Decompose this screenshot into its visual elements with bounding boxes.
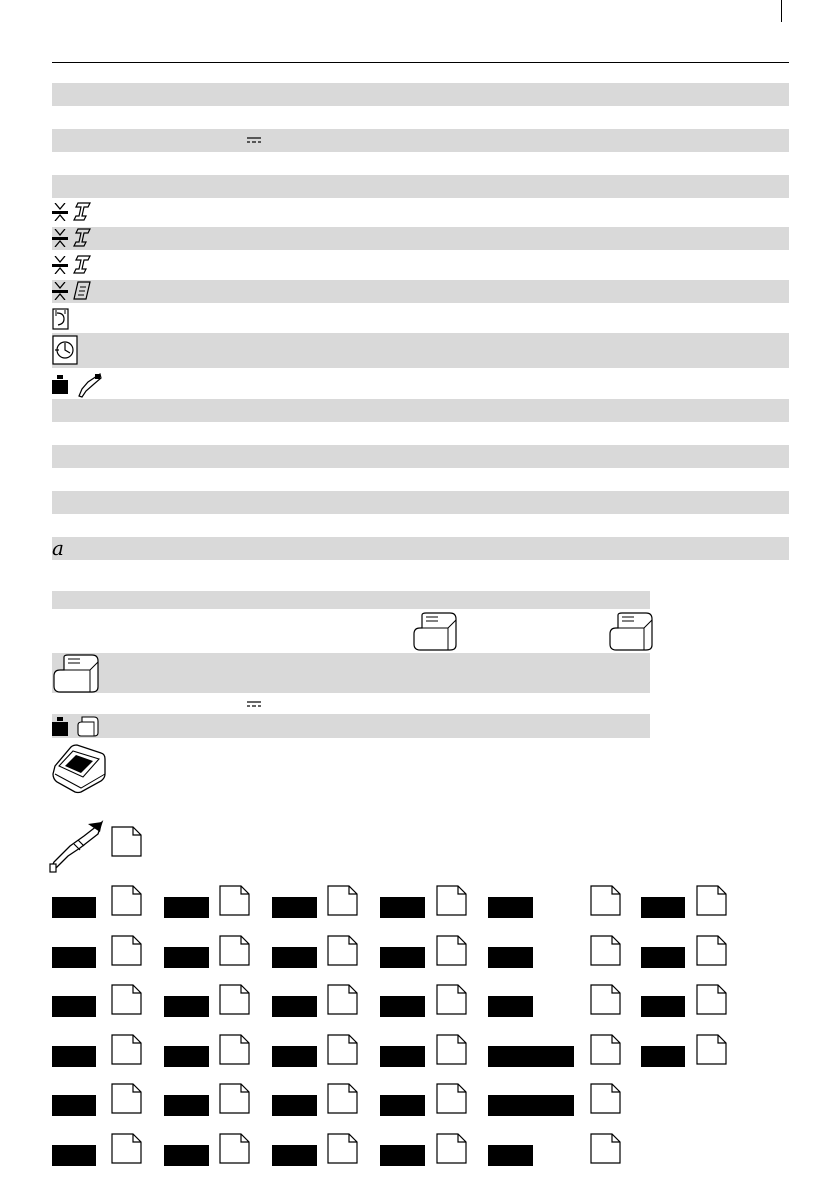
- document-icon: [436, 984, 467, 1015]
- document-icon: [327, 1034, 358, 1065]
- battery-pack-icon: [52, 654, 100, 694]
- country-label-block: [488, 996, 533, 1017]
- country-label-block: [272, 1095, 317, 1116]
- weight-row: [52, 372, 112, 398]
- document-icon: [219, 1133, 250, 1164]
- country-label-block: [488, 1095, 574, 1116]
- cutting-capacity-aluminium-icon: [52, 282, 68, 300]
- table-row: [52, 280, 789, 303]
- battery-pack-icon: [412, 612, 458, 652]
- sheet-block-icon: [73, 281, 91, 300]
- document-icon: [111, 1034, 142, 1065]
- table-row: [52, 653, 650, 693]
- steel-profile-icon: [73, 255, 91, 274]
- nibbler-tool-icon: [48, 818, 104, 874]
- document-icon: [590, 1083, 621, 1114]
- cutting-capacity-steel-row: [52, 254, 112, 276]
- table-row: [52, 227, 789, 250]
- document-icon: [219, 1083, 250, 1114]
- country-label-block: [164, 947, 209, 968]
- document-icon: [111, 826, 142, 857]
- document-icon: [219, 885, 250, 916]
- country-label-block: [380, 1095, 425, 1116]
- table-row: [52, 333, 789, 368]
- table-row: [52, 445, 789, 468]
- header-rule: [52, 62, 789, 63]
- document-icon: [696, 885, 727, 916]
- document-icon: [590, 1034, 621, 1065]
- country-label-block: [52, 897, 96, 918]
- document-icon: [696, 984, 727, 1015]
- country-label-block: [272, 947, 317, 968]
- document-icon: [111, 935, 142, 966]
- country-label-block: [52, 1145, 96, 1166]
- document-icon: [111, 1083, 142, 1114]
- curve-radius-icon: [52, 308, 69, 330]
- table-row: [52, 591, 650, 609]
- country-label-block: [380, 947, 425, 968]
- country-label-block: [380, 897, 425, 918]
- country-label-block: [52, 1046, 96, 1067]
- country-label-block: [164, 996, 209, 1017]
- steel-profile-icon: [73, 228, 91, 247]
- document-icon: [327, 885, 358, 916]
- country-label-block: [272, 996, 317, 1017]
- document-icon: [327, 1083, 358, 1114]
- charger-icon: [51, 744, 107, 794]
- document-icon: [327, 1133, 358, 1164]
- document-icon: [111, 1133, 142, 1164]
- country-label-block: [380, 1145, 425, 1166]
- country-label-block: [272, 897, 317, 918]
- cutting-capacity-steel-icon: [52, 203, 68, 221]
- document-icon: [590, 1133, 621, 1164]
- document-icon: [219, 984, 250, 1015]
- document-icon: [696, 935, 727, 966]
- document-icon: [590, 984, 621, 1015]
- country-label-block: [164, 897, 209, 918]
- country-label-block: [164, 1145, 209, 1166]
- table-row: [52, 175, 789, 198]
- country-label-block: [272, 1046, 317, 1067]
- document-icon: [327, 984, 358, 1015]
- table-row: [52, 537, 789, 560]
- document-icon: [696, 1034, 727, 1065]
- document-icon: [219, 935, 250, 966]
- acceleration-symbol: a: [52, 536, 64, 560]
- country-label-block: [641, 996, 685, 1017]
- country-label-block: [164, 1046, 209, 1067]
- document-icon: [436, 935, 467, 966]
- document-icon: [111, 984, 142, 1015]
- country-label-block: [488, 897, 533, 918]
- document-icon: [111, 885, 142, 916]
- country-label-block: [488, 947, 533, 968]
- document-icon: [327, 935, 358, 966]
- country-label-block: [164, 1095, 209, 1116]
- weight-icon: [52, 717, 68, 736]
- steel-profile-icon: [73, 202, 91, 221]
- weight-icon: [52, 375, 68, 394]
- table-row: [52, 399, 789, 422]
- document-icon: [436, 1083, 467, 1114]
- document-icon: [436, 885, 467, 916]
- cut-mark: [781, 0, 782, 22]
- document-icon: [436, 1133, 467, 1164]
- country-label-block: [272, 1145, 317, 1166]
- country-label-block: [488, 1046, 574, 1067]
- document-icon: [219, 1034, 250, 1065]
- country-label-block: [380, 1046, 425, 1067]
- table-row: [52, 714, 650, 738]
- country-label-block: [380, 996, 425, 1017]
- dc-current-icon: [247, 137, 261, 143]
- nibbler-tool-small-icon: [76, 372, 102, 398]
- country-label-block: [52, 947, 96, 968]
- country-label-block: [488, 1145, 533, 1166]
- country-label-block: [641, 1046, 685, 1067]
- country-label-block: [641, 947, 685, 968]
- cutting-capacity-steel-icon: [52, 256, 68, 274]
- country-label-block: [641, 897, 685, 918]
- document-icon: [590, 885, 621, 916]
- curve-radius-row: [52, 307, 112, 331]
- country-label-block: [52, 996, 96, 1017]
- battery-pack-icon: [608, 612, 654, 652]
- cutting-capacity-steel-row: [52, 201, 112, 223]
- table-row: [52, 83, 789, 106]
- dc-current-icon: [247, 701, 261, 707]
- table-row: [52, 129, 789, 152]
- table-row: [52, 491, 789, 514]
- country-label-block: [52, 1095, 96, 1116]
- document-icon: [590, 935, 621, 966]
- document-icon: [436, 1034, 467, 1065]
- battery-pack-small-icon: [76, 715, 100, 737]
- cutting-capacity-steel-icon: [52, 229, 68, 247]
- stroke-rate-icon: [52, 335, 78, 365]
